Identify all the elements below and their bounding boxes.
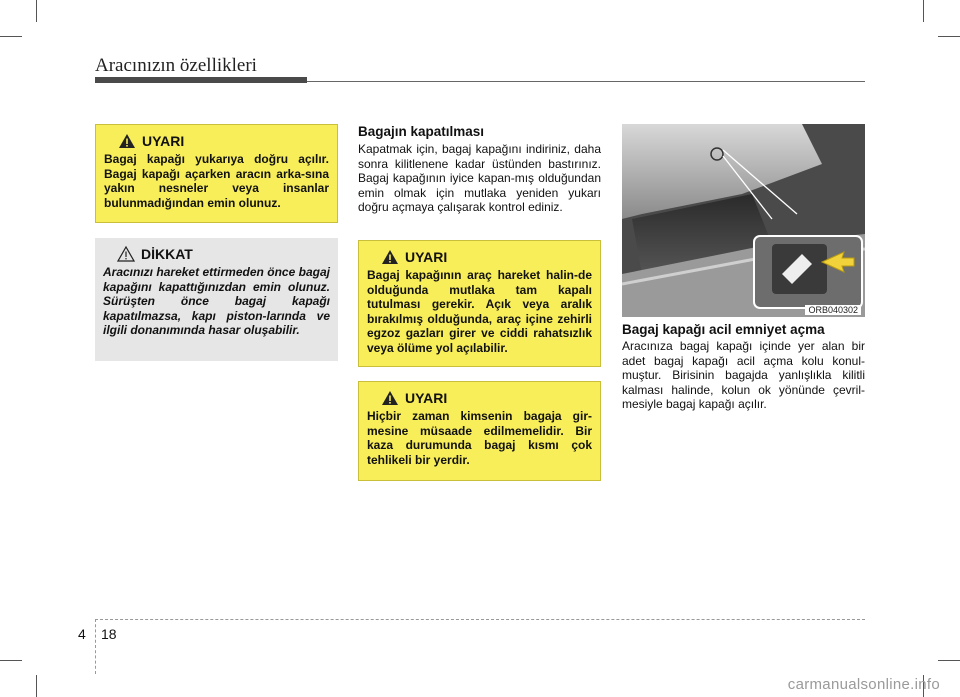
warning-text: Bagaj kapağı yukarıya doğru açılır. Bagaj kapağı açarken aracın arka-sına yakın nesneler veya insanlar bulunmadığından emin olunuz.: [104, 152, 329, 210]
page-number: 18: [101, 626, 117, 642]
warning-box-open: [95, 124, 338, 223]
warning-heading: [381, 390, 592, 406]
crop-mark: [36, 0, 37, 22]
warning-text: Bagaj kapağının araç hareket halin-de olduğunda mutlaka tam kapalı tutulması gerekir. Açık veya aralık bırakılmış olduğunda, araç içine zehirli egzoz gazları girer ve ciddi rahatsızlık veya ölüme yol açılabilir.: [367, 268, 592, 355]
chapter-number: 4: [78, 626, 86, 642]
watermark-text: carmanualsonline.info: [787, 676, 940, 693]
trunk-release-photo: [622, 124, 865, 317]
warning-title: UYARI: [405, 390, 448, 406]
caution-text: Aracınızı hareket ettirmeden önce bagaj kapağını kapattığınızdan emin olunuz. Sürüşten önce bagaj kapağı kapatılmazsa, kapı piston-larında ve ilgili donanımında hasar oluşabilir.: [103, 265, 330, 338]
crop-mark: [938, 36, 960, 37]
trunk-illustration: [622, 124, 865, 317]
crop-mark: [0, 660, 22, 661]
section-header-title: Aracınızın özellikleri: [95, 55, 257, 76]
warning-heading: [381, 249, 592, 265]
photo-caption: ORB040302: [805, 305, 861, 315]
warning-triangle-icon: [118, 133, 136, 149]
warning-triangle-icon: [381, 390, 399, 406]
emergency-section-title: Bagaj kapağı acil emniyet açma: [622, 322, 825, 337]
header-accent-bar: [95, 77, 307, 83]
warning-text: Hiçbir zaman kimsenin bagaja gir-mesine müsaade edilmemelidir. Bir kaza durumunda bagaj kısmı çok tehlikeli bir yerdir.: [367, 409, 592, 467]
caution-heading: [117, 246, 330, 262]
warning-title: UYARI: [142, 133, 185, 149]
warning-triangle-icon: [381, 249, 399, 265]
closing-section-text: Kapatmak için, bagaj kapağını indiriniz, daha sonra kilitlenene kadar üstünden bastırınız. Bagaj kapağının iyice kapan-mış olduğundan emin olmak için mutlaka yeniden yukarı doğru açmaya çalışarak kontrol ediniz.: [358, 142, 601, 215]
footer-divider: [95, 619, 96, 674]
caution-box: [95, 238, 338, 361]
crop-mark: [938, 660, 960, 661]
header-rule: [307, 81, 865, 82]
caution-title: DİKKAT: [141, 246, 193, 262]
crop-mark: [36, 675, 37, 697]
crop-mark: [923, 0, 924, 22]
footer-rule: [95, 619, 865, 620]
warning-box-closed: [358, 240, 601, 367]
warning-title: UYARI: [405, 249, 448, 265]
caution-triangle-icon: [117, 246, 135, 262]
crop-mark: [0, 36, 22, 37]
warning-heading: [118, 133, 329, 149]
closing-section-title: Bagajın kapatılması: [358, 124, 485, 139]
emergency-section-text: Aracınıza bagaj kapağı içinde yer alan bir adet bagaj kapağı acil açma kolu konul-muştur. Birisinin bagajda yanlışlıkla kilitli kalması halinde, kolun ok yönünde çevril-mesiyle bagaj kapağı açılır.: [622, 339, 865, 412]
warning-box-no-entry: [358, 381, 601, 481]
